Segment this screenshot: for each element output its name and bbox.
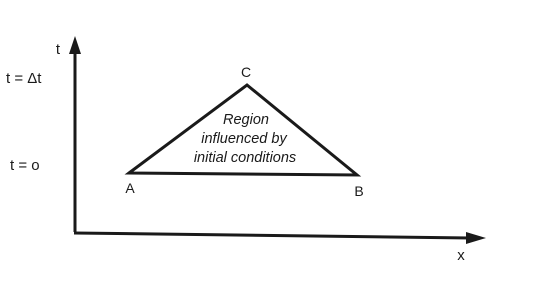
point-c-label: C (240, 64, 252, 80)
t-zero-label: t = o (10, 157, 40, 174)
point-a-label: A (125, 180, 135, 196)
region-text-line-3: initial conditions (193, 150, 297, 166)
region-text-line-1: Region (223, 112, 269, 128)
point-b-label: B (354, 183, 364, 199)
t-axis-label: t (55, 41, 61, 58)
x-axis-line (74, 233, 470, 238)
t-delta-label: t = Δt (6, 70, 42, 87)
x-axis-label: x (457, 247, 465, 264)
region-text-line-2: influenced by (201, 131, 287, 147)
x-axis-arrowhead (466, 232, 486, 244)
t-axis-arrowhead (69, 36, 81, 54)
